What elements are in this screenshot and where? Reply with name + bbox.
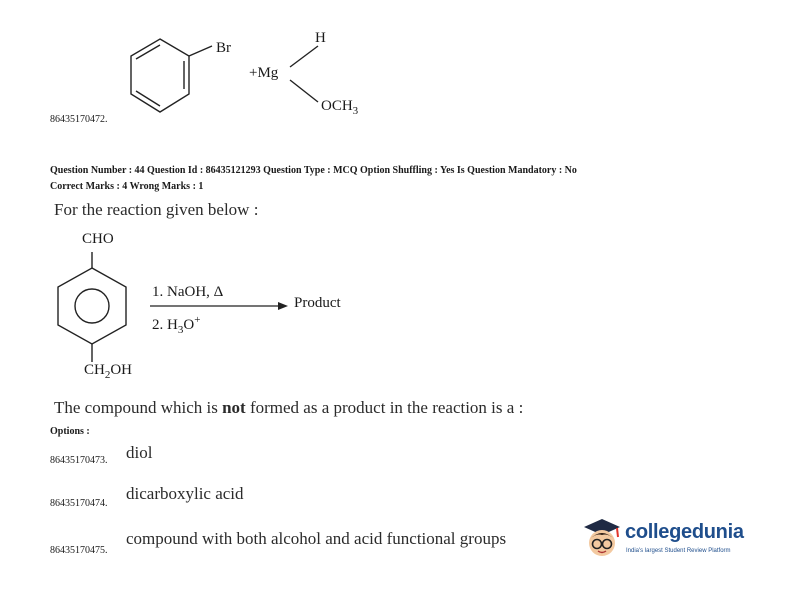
question-header-line2: Correct Marks : 4 Wrong Marks : 1 bbox=[50, 181, 204, 192]
mg-och3-bond bbox=[290, 80, 318, 102]
option-text: diol bbox=[126, 443, 153, 462]
reaction-benzene-ring bbox=[58, 252, 126, 362]
question-stem: The compound which is not formed as a product in the reaction is a : bbox=[54, 398, 524, 417]
option-id: 86435170475. bbox=[50, 545, 108, 556]
brand-tagline: India's largest Student Review Platform bbox=[626, 548, 731, 554]
collegedunia-watermark bbox=[580, 515, 770, 565]
br-bond bbox=[189, 46, 212, 56]
product-label: Product bbox=[294, 295, 341, 311]
options-label: Options : bbox=[50, 426, 90, 437]
option-id-prev: 86435170472. bbox=[50, 114, 108, 125]
top-benzene-ring bbox=[131, 39, 189, 112]
question-prompt: For the reaction given below : bbox=[54, 200, 259, 219]
graduate-mascot-icon bbox=[580, 515, 624, 563]
option-id: 86435170473. bbox=[50, 455, 108, 466]
option-text: compound with both alcohol and acid functional groups bbox=[126, 529, 507, 548]
option-text: dicarboxylic acid bbox=[126, 484, 244, 503]
reaction-step-1: 1. NaOH, Δ bbox=[152, 284, 224, 300]
hydrogen-label: H bbox=[315, 30, 326, 46]
question-header-line1: Question Number : 44 Question Id : 86435121293 Question Type : MCQ Option Shuffling : Yes Is Question Mandatory : No bbox=[50, 165, 577, 176]
reaction-arrow bbox=[150, 302, 288, 310]
option-id: 86435170474. bbox=[50, 498, 108, 509]
reaction-step-2: 2. $H_3O^+$ bbox=[152, 314, 201, 336]
aldehyde-group-label: CHO bbox=[82, 231, 114, 247]
mg-h-bond bbox=[290, 46, 318, 67]
hydroxymethyl-group-label: $CH_2OH$ bbox=[84, 362, 133, 381]
brand-name: collegedunia bbox=[625, 521, 744, 543]
bromo-label: Br bbox=[216, 40, 231, 56]
plus-magnesium-label: +Mg bbox=[249, 65, 279, 81]
methoxy-label: $OCH_3$ bbox=[321, 98, 359, 117]
